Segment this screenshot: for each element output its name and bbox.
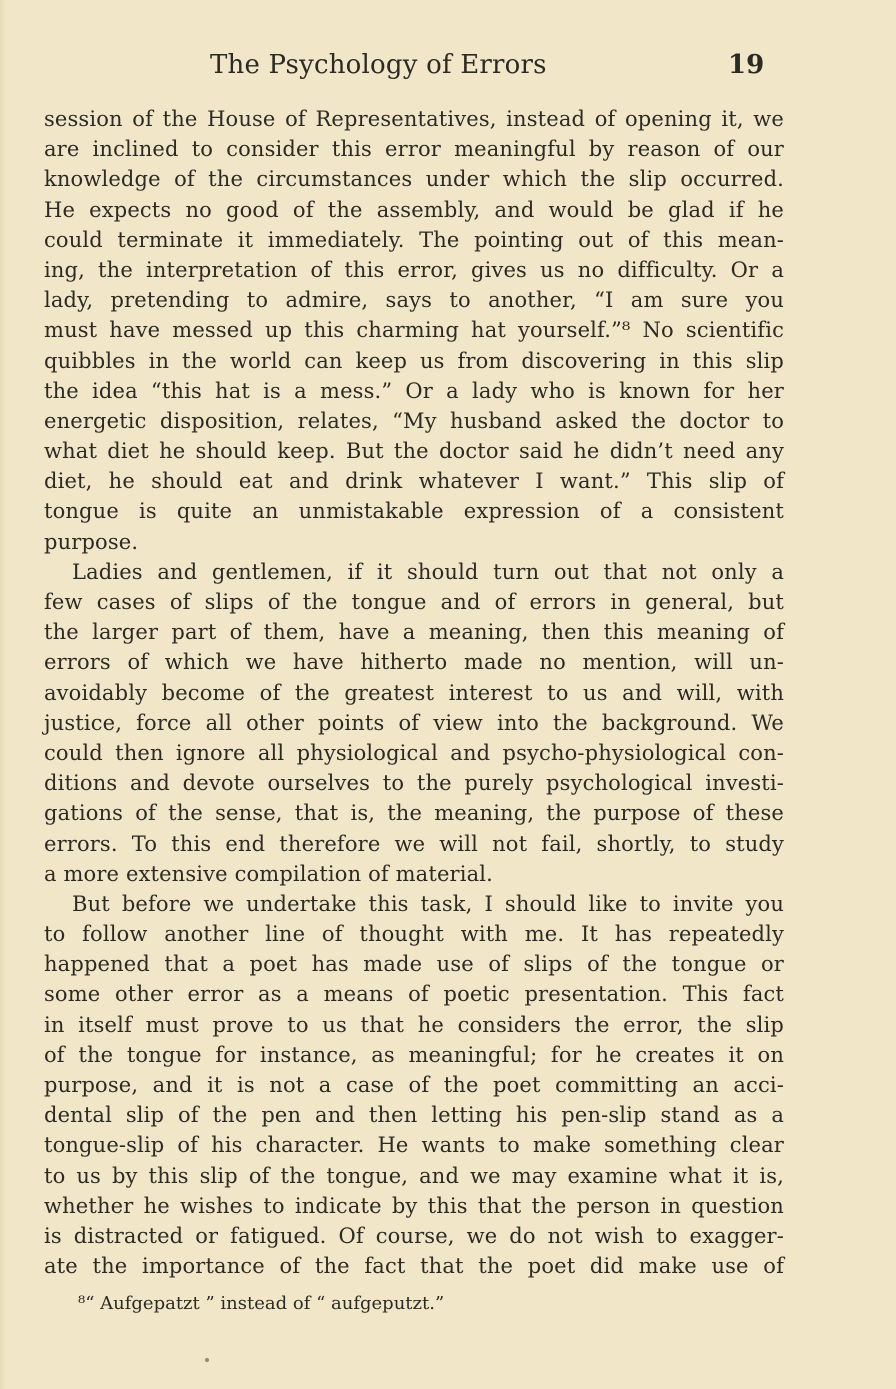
paper-speck — [205, 1358, 209, 1362]
text-line: a more extensive compilation of material. — [44, 861, 493, 886]
body-text — [44, 104, 784, 1281]
text-line: justice, force all other points of view into the background. We — [44, 710, 784, 735]
text-line: diet, he should eat and drink whatever I want.” This slip of — [44, 469, 784, 494]
text-line: whether he wishes to indicate by this that the person in question — [44, 1193, 784, 1218]
text-line: to follow another line of thought with me. It has repeatedly — [44, 922, 784, 947]
text-line: ing, the interpretation of this error, gives us no difficulty. Or a — [44, 257, 784, 282]
text-line: in itself must prove to us that he considers the error, the slip — [44, 1012, 784, 1037]
text-line: is distracted or fatigued. Of course, we do not wish to exagger- — [44, 1223, 784, 1248]
text-line: purpose. — [44, 529, 139, 554]
text-line: tongue-slip of his character. He wants to make something clear — [44, 1133, 784, 1158]
text-line: energetic disposition, relates, “My husband asked the doctor to — [44, 408, 784, 433]
text-line: the larger part of them, have a meaning, then this meaning of — [44, 620, 784, 645]
text-line: He expects no good of the assembly, and would be glad if he — [44, 197, 784, 222]
paragraph-first-line: Ladies and gentlemen, if it should turn out that not only a — [72, 559, 784, 584]
text-line: some other error as a means of poetic presentation. This fact — [44, 982, 784, 1007]
paragraph-first-line: But before we undertake this task, I should like to invite you — [72, 891, 784, 916]
text-line: ate the importance of the fact that the poet did make use of — [44, 1254, 784, 1279]
text-line: errors. To this end therefore we will not fail, shortly, to study — [44, 831, 784, 856]
text-line: tongue is quite an unmistakable expression of a consistent — [44, 499, 784, 524]
text-line: lady, pretending to admire, says to another, “I am sure you — [44, 288, 784, 313]
text-line: ditions and devote ourselves to the purely psychological investi- — [44, 771, 784, 796]
page-edge-shadow — [0, 0, 6, 1389]
text-line: quibbles in the world can keep us from discovering in this slip — [44, 348, 784, 373]
text-line: dental slip of the pen and then letting his pen-slip stand as a — [44, 1103, 784, 1128]
page-number: 19 — [728, 50, 765, 80]
text-line: purpose, and it is not a case of the poet committing an acci- — [44, 1073, 784, 1097]
text-line: few cases of slips of the tongue and of errors in general, but — [44, 590, 784, 614]
text-line: must have messed up this charming hat yourself.”⁸ No scientific — [44, 318, 784, 343]
text-line: errors of which we have hitherto made no mention, will un- — [44, 650, 784, 675]
text-line: are inclined to consider this error meaningful by reason of our — [44, 137, 784, 162]
running-title: The Psychology of Errors — [210, 50, 547, 80]
text-line: the idea “this hat is a mess.” Or a lady who is known for her — [44, 378, 784, 403]
text-line: could terminate it immediately. The pointing out of this mean- — [44, 227, 784, 252]
text-line: of the tongue for instance, as meaningful; for he creates it on — [44, 1042, 784, 1067]
footnote: ⁸“ Aufgepatzt ” instead of “ aufgeputzt.” — [78, 1293, 445, 1314]
text-line: could then ignore all physiological and psycho-physiological con- — [44, 740, 784, 765]
text-line: gations of the sense, that is, the meaning, the purpose of these — [44, 801, 784, 826]
text-line: avoidably become of the greatest interest to us and will, with — [44, 680, 784, 705]
text-line: happened that a poet has made use of slips of the tongue or — [44, 952, 784, 977]
text-line: knowledge of the circumstances under which the slip occurred. — [44, 167, 784, 192]
text-line: to us by this slip of the tongue, and we may examine what it is, — [44, 1163, 784, 1188]
text-line: session of the House of Representatives, instead of opening it, we — [44, 107, 784, 131]
text-line: what diet he should keep. But the doctor said he didn’t need any — [44, 439, 784, 464]
